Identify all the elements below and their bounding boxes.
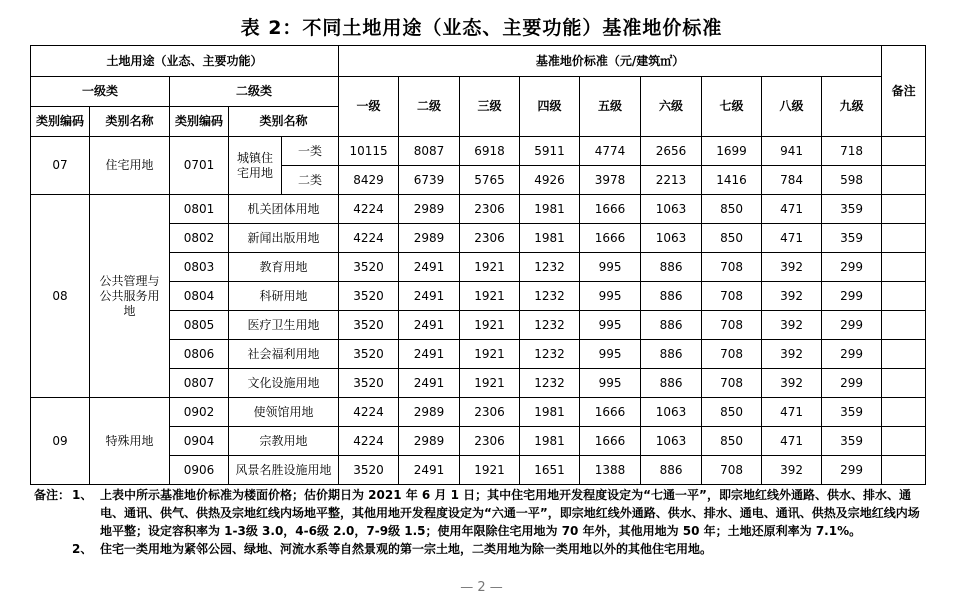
sub-code: 0906 xyxy=(170,456,229,485)
header-grade-4: 四级 xyxy=(520,77,580,137)
value-cell: 708 xyxy=(702,340,762,369)
sub-name: 新闻出版用地 xyxy=(229,224,339,253)
value-cell: 1981 xyxy=(520,398,580,427)
value-cell: 4224 xyxy=(339,224,399,253)
value-cell: 2989 xyxy=(399,427,460,456)
value-cell: 850 xyxy=(702,224,762,253)
header-grade-3: 三级 xyxy=(460,77,520,137)
value-cell: 392 xyxy=(762,253,822,282)
notes xyxy=(34,486,924,558)
value-cell: 1921 xyxy=(460,340,520,369)
sub-code: 0801 xyxy=(170,195,229,224)
value-cell: 5765 xyxy=(460,166,520,195)
header-grade-7: 七级 xyxy=(702,77,762,137)
residential-class-2: 二类 xyxy=(282,166,339,195)
header-grade-5: 五级 xyxy=(580,77,641,137)
value-cell: 359 xyxy=(822,224,882,253)
value-cell: 2491 xyxy=(399,282,460,311)
remark-cell xyxy=(882,311,926,340)
value-cell: 471 xyxy=(762,398,822,427)
group-code: 07 xyxy=(31,137,90,195)
value-cell: 2491 xyxy=(399,369,460,398)
value-cell: 2306 xyxy=(460,398,520,427)
value-cell: 1416 xyxy=(702,166,762,195)
value-cell: 4926 xyxy=(520,166,580,195)
sub-name: 机关团体用地 xyxy=(229,195,339,224)
table-row xyxy=(31,195,926,224)
group-name-text: 特殊用地 xyxy=(105,433,154,448)
sub-code: 0902 xyxy=(170,398,229,427)
header-remark: 备注 xyxy=(882,46,926,137)
sub-code: 0904 xyxy=(170,427,229,456)
group-name xyxy=(90,195,170,398)
header-level2: 二级类 xyxy=(170,77,339,107)
value-cell: 1063 xyxy=(641,224,702,253)
value-cell: 708 xyxy=(702,311,762,340)
value-cell: 1232 xyxy=(520,282,580,311)
sub-name: 宗教用地 xyxy=(229,427,339,456)
header-grade-1: 一级 xyxy=(339,77,399,137)
sub-name: 医疗卫生用地 xyxy=(229,311,339,340)
value-cell: 2306 xyxy=(460,195,520,224)
value-cell: 3520 xyxy=(339,311,399,340)
value-cell: 299 xyxy=(822,369,882,398)
value-cell: 392 xyxy=(762,456,822,485)
remark-cell xyxy=(882,166,926,195)
value-cell: 1063 xyxy=(641,195,702,224)
value-cell: 708 xyxy=(702,369,762,398)
value-cell: 2491 xyxy=(399,340,460,369)
sub-name: 教育用地 xyxy=(229,253,339,282)
value-cell: 2989 xyxy=(399,195,460,224)
header-grade-9: 九级 xyxy=(822,77,882,137)
value-cell: 995 xyxy=(580,253,641,282)
value-cell: 995 xyxy=(580,282,641,311)
value-cell: 886 xyxy=(641,456,702,485)
value-cell: 3978 xyxy=(580,166,641,195)
note-2-number: 2、 xyxy=(72,542,93,556)
value-cell: 2491 xyxy=(399,253,460,282)
value-cell: 1981 xyxy=(520,195,580,224)
header-level2-code: 类别编码 xyxy=(170,107,229,137)
value-cell: 850 xyxy=(702,195,762,224)
remark-cell xyxy=(882,340,926,369)
sub-code: 0805 xyxy=(170,311,229,340)
value-cell: 4224 xyxy=(339,427,399,456)
value-cell: 995 xyxy=(580,340,641,369)
remark-cell xyxy=(882,398,926,427)
value-cell: 784 xyxy=(762,166,822,195)
note-1-number: 1、 xyxy=(72,488,93,502)
value-cell: 8429 xyxy=(339,166,399,195)
value-cell: 3520 xyxy=(339,253,399,282)
value-cell: 2989 xyxy=(399,224,460,253)
value-cell: 1666 xyxy=(580,195,641,224)
value-cell: 1981 xyxy=(520,427,580,456)
sub-code: 0803 xyxy=(170,253,229,282)
value-cell: 886 xyxy=(641,340,702,369)
value-cell: 2491 xyxy=(399,311,460,340)
header-level1: 一级类 xyxy=(31,77,170,107)
value-cell: 3520 xyxy=(339,456,399,485)
sub-name: 社会福利用地 xyxy=(229,340,339,369)
value-cell: 1388 xyxy=(580,456,641,485)
value-cell: 708 xyxy=(702,253,762,282)
remark-cell xyxy=(882,427,926,456)
remark-cell xyxy=(882,137,926,166)
group-name xyxy=(90,398,170,485)
group-name: 住宅用地 xyxy=(90,137,170,195)
remark-cell xyxy=(882,195,926,224)
value-cell: 1063 xyxy=(641,398,702,427)
value-cell: 886 xyxy=(641,253,702,282)
remark-cell xyxy=(882,224,926,253)
note-2-text: 住宅一类用地为紧邻公园、绿地、河流水系等自然景观的第一宗土地，二类用地为除一类用地以外的其他住宅用地。 xyxy=(100,542,713,556)
value-cell: 995 xyxy=(580,311,641,340)
value-cell: 392 xyxy=(762,340,822,369)
value-cell: 708 xyxy=(702,456,762,485)
land-price-table xyxy=(30,45,926,485)
value-cell: 1921 xyxy=(460,311,520,340)
sub-name xyxy=(229,137,282,195)
table-row xyxy=(31,398,926,427)
sub-name: 科研用地 xyxy=(229,282,339,311)
header-land-use: 土地用途（业态、主要功能） xyxy=(31,46,339,77)
group-code: 09 xyxy=(31,398,90,485)
value-cell: 850 xyxy=(702,427,762,456)
value-cell: 1666 xyxy=(580,427,641,456)
value-cell: 392 xyxy=(762,282,822,311)
value-cell: 299 xyxy=(822,311,882,340)
value-cell: 886 xyxy=(641,282,702,311)
value-cell: 1666 xyxy=(580,398,641,427)
value-cell: 1232 xyxy=(520,253,580,282)
value-cell: 1232 xyxy=(520,369,580,398)
sub-code: 0806 xyxy=(170,340,229,369)
value-cell: 1921 xyxy=(460,282,520,311)
value-cell: 886 xyxy=(641,311,702,340)
residential-name-text: 城镇住宅用地 xyxy=(236,150,273,180)
value-cell: 10115 xyxy=(339,137,399,166)
value-cell: 6739 xyxy=(399,166,460,195)
value-cell: 4224 xyxy=(339,195,399,224)
value-cell: 2656 xyxy=(641,137,702,166)
sub-name: 风景名胜设施用地 xyxy=(229,456,339,485)
value-cell: 471 xyxy=(762,427,822,456)
value-cell: 3520 xyxy=(339,282,399,311)
value-cell: 299 xyxy=(822,282,882,311)
value-cell: 1981 xyxy=(520,224,580,253)
value-cell: 941 xyxy=(762,137,822,166)
value-cell: 4774 xyxy=(580,137,641,166)
header-level1-code: 类别编码 xyxy=(31,107,90,137)
value-cell: 4224 xyxy=(339,398,399,427)
header-grade-6: 六级 xyxy=(641,77,702,137)
residential-class-1: 一类 xyxy=(282,137,339,166)
value-cell: 995 xyxy=(580,369,641,398)
table-row xyxy=(31,137,926,166)
value-cell: 471 xyxy=(762,224,822,253)
value-cell: 8087 xyxy=(399,137,460,166)
value-cell: 1921 xyxy=(460,456,520,485)
value-cell: 299 xyxy=(822,340,882,369)
value-cell: 1921 xyxy=(460,253,520,282)
value-cell: 359 xyxy=(822,427,882,456)
header-grade-2: 二级 xyxy=(399,77,460,137)
value-cell: 850 xyxy=(702,398,762,427)
value-cell: 3520 xyxy=(339,340,399,369)
value-cell: 1699 xyxy=(702,137,762,166)
value-cell: 1921 xyxy=(460,369,520,398)
remark-cell xyxy=(882,282,926,311)
header-grade-8: 八级 xyxy=(762,77,822,137)
value-cell: 471 xyxy=(762,195,822,224)
group-name-text: 公共管理与公共服务用地 xyxy=(99,273,160,318)
value-cell: 2491 xyxy=(399,456,460,485)
value-cell: 6918 xyxy=(460,137,520,166)
sub-code: 0807 xyxy=(170,369,229,398)
value-cell: 359 xyxy=(822,195,882,224)
table-title: 表 2：不同土地用途（业态、主要功能）基准地价标准 xyxy=(240,17,723,39)
value-cell: 1232 xyxy=(520,340,580,369)
group-code: 08 xyxy=(31,195,90,398)
sub-code: 0802 xyxy=(170,224,229,253)
value-cell: 1666 xyxy=(580,224,641,253)
value-cell: 2213 xyxy=(641,166,702,195)
remark-cell xyxy=(882,456,926,485)
value-cell: 299 xyxy=(822,456,882,485)
value-cell: 299 xyxy=(822,253,882,282)
value-cell: 2989 xyxy=(399,398,460,427)
remark-cell xyxy=(882,253,926,282)
sub-code: 0701 xyxy=(170,137,229,195)
value-cell: 1232 xyxy=(520,311,580,340)
value-cell: 2306 xyxy=(460,224,520,253)
value-cell: 708 xyxy=(702,282,762,311)
value-cell: 2306 xyxy=(460,427,520,456)
value-cell: 1651 xyxy=(520,456,580,485)
notes-label: 备注： xyxy=(34,488,71,502)
remark-cell xyxy=(882,369,926,398)
header-level1-name: 类别名称 xyxy=(90,107,170,137)
value-cell: 1063 xyxy=(641,427,702,456)
sub-name: 文化设施用地 xyxy=(229,369,339,398)
value-cell: 392 xyxy=(762,311,822,340)
sub-name: 使领馆用地 xyxy=(229,398,339,427)
page-number: — 2 — xyxy=(460,580,503,595)
value-cell: 886 xyxy=(641,369,702,398)
value-cell: 392 xyxy=(762,369,822,398)
sub-code: 0804 xyxy=(170,282,229,311)
value-cell: 718 xyxy=(822,137,882,166)
value-cell: 598 xyxy=(822,166,882,195)
header-price-standard: 基准地价标准（元/建筑㎡） xyxy=(339,46,882,77)
value-cell: 5911 xyxy=(520,137,580,166)
value-cell: 359 xyxy=(822,398,882,427)
header-level2-name: 类别名称 xyxy=(229,107,339,137)
note-1-text: 上表中所示基准地价标准为楼面价格；估价期日为 2021 年 6 月 1 日；其中住宅用地开发程度设定为“七通一平”，即宗地红线外通路、供水、排水、通电、通讯、供气、供热及宗地红线内场地平整，其他用地开发程度设定为“六通一平”，即宗地红线外通路、供水、排水、通电、通讯、供热及宗地红线内场地平整；设定容积率为 1-3级 3.0，4-6级 2.0，7-9级 1.5；使用年限除住宅用地为 70 年外，其他用地为 50 年；土地还原利率为 7.1%。 xyxy=(100,488,920,538)
value-cell: 3520 xyxy=(339,369,399,398)
